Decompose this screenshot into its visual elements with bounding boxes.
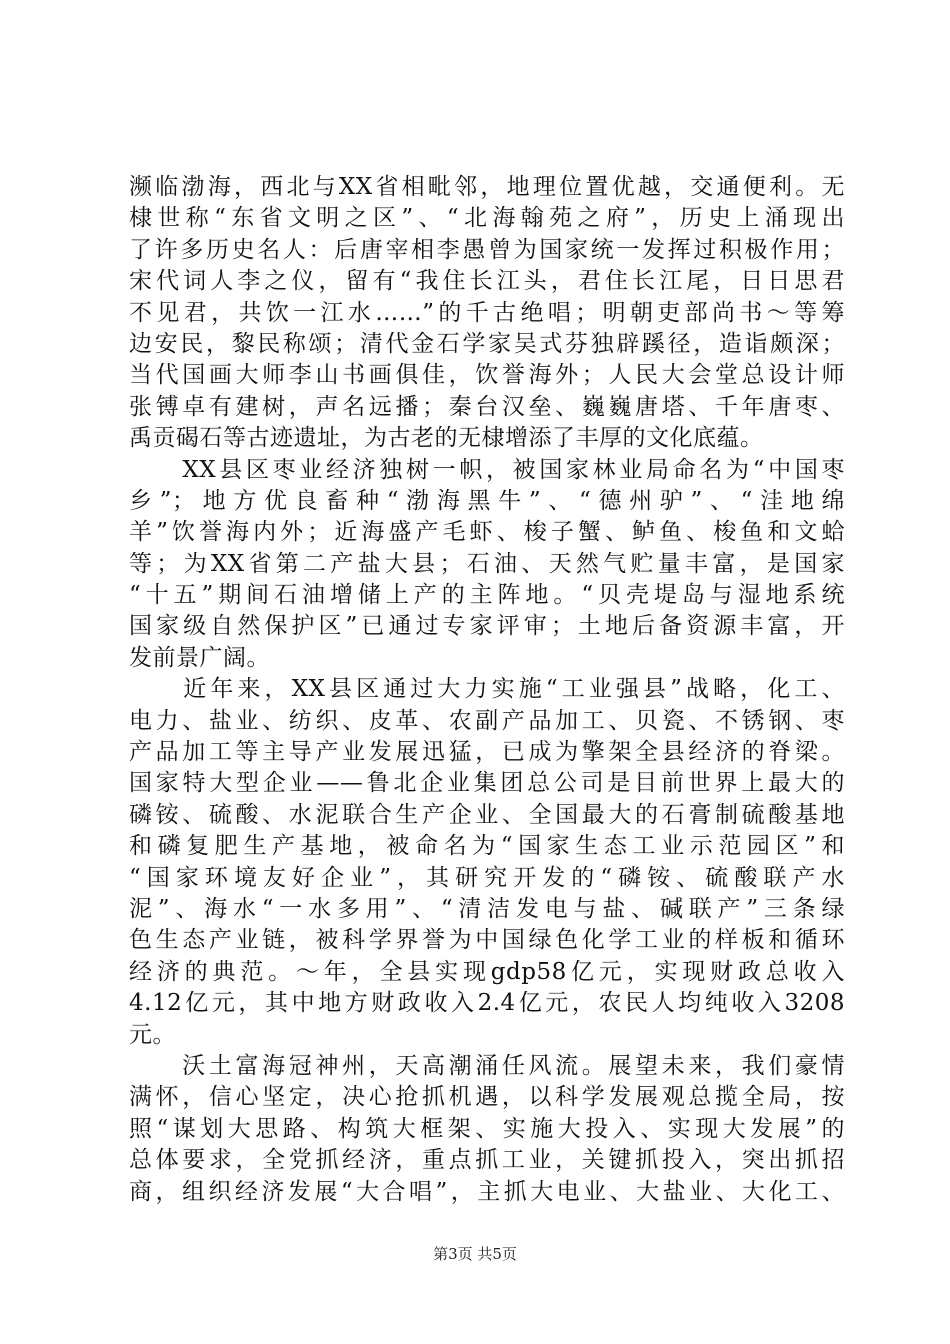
text-line: 羊”饮誉海内外；近海盛产毛虾、梭子蟹、鲈鱼、梭鱼和文蛤: [129, 519, 845, 546]
text-line: 宋代词人李之仪，留有“我住长江头，君住长江尾，日日思君: [129, 268, 845, 295]
text-line: 电力、盐业、纺织、皮革、农副产品加工、贝瓷、不锈钢、枣: [129, 707, 845, 734]
text-line: 经济的典范。～年，全县实现gdp58亿元，实现财政总收入: [129, 958, 845, 985]
text-line: 发前景广阔。: [129, 644, 270, 671]
text-line: 4.12亿元，其中地方财政收入2.4亿元，农民人均纯收入3208: [129, 990, 845, 1017]
text-line: 张镈卓有建树，声名远播；秦台汉垒、巍巍唐塔、千年唐枣、: [129, 393, 845, 420]
text-line: 乡”；地方优良畜种“渤海黑牛”、“德州驴”、“洼地绵: [129, 487, 845, 514]
body-text: [129, 172, 845, 1208]
text-line: 棣世称“东省文明之区”、“北海翰苑之府”，历史上涌现出: [129, 205, 845, 232]
text-line: 照“谋划大思路、构筑大框架、实施大投入、实现大发展”的: [129, 1115, 845, 1142]
text-line: 总体要求，全党抓经济，重点抓工业，关键抓投入，突出抓招: [129, 1147, 845, 1174]
text-line: 沃土富海冠神州，天高潮涌任风流。展望未来，我们豪情: [129, 1052, 845, 1079]
page-footer: 第3页 共5页: [433, 1245, 517, 1263]
text-line: 不见君，共饮一江水……”的千古绝唱；明朝吏部尚书～等筹: [129, 299, 845, 326]
text-line: 商，组织经济发展“大合唱”，主抓大电业、大盐业、大化工、: [129, 1178, 845, 1205]
text-line: 禹贡碣石等古迹遗址，为古老的无棣增添了丰厚的文化底蕴。: [129, 425, 764, 452]
text-line: “十五”期间石油增储上产的主阵地。“贝壳堤岛与湿地系统: [129, 582, 845, 609]
text-line: 近年来，XX县区通过大力实施“工业强县”战略，化工、: [129, 676, 845, 703]
text-line: 和磷复肥生产基地，被命名为“国家生态工业示范园区”和: [129, 833, 845, 860]
text-line: 满怀，信心坚定，决心抢抓机遇，以科学发展观总揽全局，按: [129, 1084, 845, 1111]
text-line: 国家特大型企业——鲁北企业集团总公司是目前世界上最大的: [129, 770, 845, 797]
text-line: 色生态产业链，被科学界誉为中国绿色化学工业的样板和循环: [129, 927, 845, 954]
text-line: 濒临渤海，西北与XX省相毗邻，地理位置优越，交通便利。无: [129, 174, 845, 200]
text-line: 当代国画大师李山书画俱佳，饮誉海外；人民大会堂总设计师: [129, 362, 845, 389]
text-line: 泥”、海水“一水多用”、“清洁发电与盐、碱联产”三条绿: [129, 895, 845, 922]
text-line: “国家环境友好企业”，其研究开发的“磷铵、硫酸联产水: [129, 864, 845, 891]
text-line: 了许多历史名人：后唐宰相李愚曾为国家统一发挥过积极作用；: [129, 236, 845, 263]
text-line: 边安民，黎民称颂；清代金石学家吴式芬独辟蹊径，造诣颇深；: [129, 330, 845, 357]
text-line: 产品加工等主导产业发展迅猛，已成为擎架全县经济的脊梁。: [129, 739, 845, 766]
text-line: 等；为XX省第二产盐大县；石油、天然气贮量丰富，是国家: [129, 550, 845, 577]
text-line: XX县区枣业经济独树一帜，被国家林业局命名为“中国枣: [129, 456, 845, 483]
text-line: 国家级自然保护区”已通过专家评审；土地后备资源丰富，开: [129, 613, 845, 640]
text-line: 元。: [129, 1021, 176, 1048]
text-line: 磷铵、硫酸、水泥联合生产企业、全国最大的石膏制硫酸基地: [129, 801, 845, 828]
